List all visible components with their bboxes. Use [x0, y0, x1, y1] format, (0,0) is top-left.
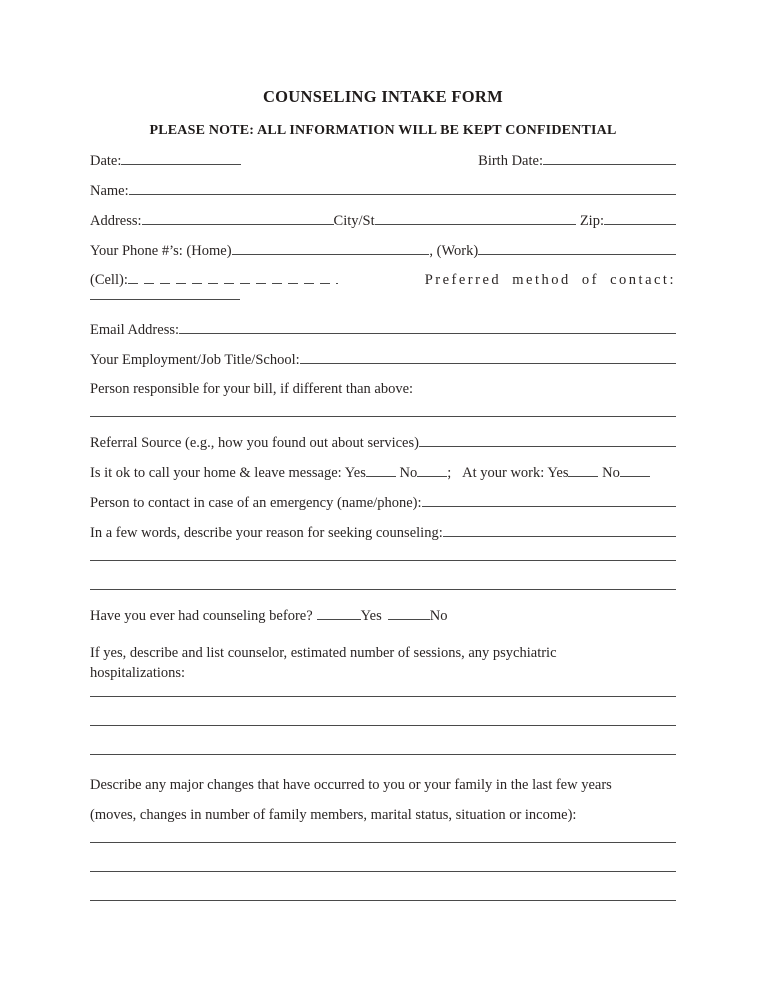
- counseling-before-label: Have you ever had counseling before?: [90, 608, 313, 624]
- before-yes-blank: [317, 606, 361, 620]
- birth-date-blank: [543, 151, 676, 165]
- at-work-label: ; At your work: Yes: [447, 465, 569, 481]
- bill-person-label: Person responsible for your bill, if different than above:: [90, 381, 414, 397]
- if-yes-blank-line-2: [90, 718, 676, 726]
- employment-blank: [300, 350, 676, 364]
- row-preferred-contact-blank: [90, 292, 676, 300]
- before-no-blank: [388, 606, 430, 620]
- row-major-changes-2: [90, 806, 676, 825]
- work-no-label: No: [598, 465, 620, 481]
- birth-date-label: Birth Date:: [478, 153, 543, 169]
- work-phone-label: , (Work): [429, 243, 479, 259]
- referral-label: Referral Source (e.g., how you found out about services): [90, 435, 419, 451]
- reason-blank-line-1: [90, 553, 676, 561]
- row-cell-preferred: [90, 271, 676, 290]
- row-address: [90, 211, 676, 231]
- form-title: COUNSELING INTAKE FORM: [262, 87, 504, 106]
- preferred-contact-label: Preferred method of contact:: [424, 272, 676, 288]
- email-label: Email Address:: [90, 322, 180, 338]
- confidential-note: PLEASE NOTE: ALL INFORMATION WILL BE KEPT CONFIDENTIAL: [149, 123, 617, 138]
- preferred-contact-blank: [90, 292, 240, 300]
- row-emergency: [90, 493, 676, 513]
- row-email: [90, 320, 676, 340]
- date-blank: [121, 151, 241, 165]
- row-reason: [90, 523, 676, 543]
- before-yes-label: Yes: [360, 608, 382, 624]
- emergency-contact-blank: [422, 493, 677, 507]
- city-state-blank: [375, 211, 577, 225]
- zip-label: Zip:: [576, 213, 604, 229]
- email-blank: [179, 320, 676, 334]
- major-changes-label-1: Describe any major changes that have occurred to you or your family in the last few years: [90, 777, 612, 793]
- major-changes-label-2: (moves, changes in number of family members, marital status, situation or income):: [90, 807, 577, 823]
- work-phone-blank: [478, 241, 676, 255]
- row-major-changes-1: [90, 776, 676, 795]
- emergency-contact-label: Person to contact in case of an emergency (name/phone):: [90, 495, 422, 511]
- employment-label: Your Employment/Job Title/School:: [90, 352, 300, 368]
- row-employment: [90, 350, 676, 370]
- referral-blank: [419, 433, 676, 447]
- row-date: [90, 151, 676, 171]
- zip-blank: [604, 211, 676, 225]
- changes-blank-line-1: [90, 835, 676, 843]
- reason-blank-line-2: [90, 582, 676, 590]
- ok-call-home-label: Is it ok to call your home & leave message: Yes: [90, 465, 366, 481]
- name-blank: [129, 181, 676, 195]
- reason-blank: [443, 523, 676, 537]
- reason-label: In a few words, describe your reason for seeking counseling:: [90, 525, 443, 541]
- home-yes-blank: [366, 463, 396, 477]
- row-phone: [90, 241, 676, 261]
- city-state-label: City/St: [333, 213, 375, 229]
- bill-person-blank-line: [90, 409, 676, 417]
- home-phone-label: Your Phone #’s: (Home): [90, 243, 232, 259]
- before-no-label: No: [429, 608, 448, 624]
- work-yes-blank: [568, 463, 598, 477]
- if-yes-blank-line-1: [90, 689, 676, 697]
- row-name: [90, 181, 676, 201]
- cell-phone-blank: [128, 271, 338, 284]
- row-ok-to-call: [90, 463, 676, 483]
- address-label: Address:: [90, 213, 142, 229]
- home-no-blank: [417, 463, 447, 477]
- row-bill-person: [90, 380, 676, 399]
- row-referral: [90, 433, 676, 453]
- work-no-blank: [620, 463, 650, 477]
- name-label: Name:: [90, 183, 129, 199]
- changes-blank-line-2: [90, 864, 676, 872]
- row-counseling-before: [90, 606, 676, 626]
- home-phone-blank: [232, 241, 430, 255]
- home-no-label: No: [395, 465, 418, 481]
- if-yes-description: If yes, describe and list counselor, estimated number of sessions, any psychiatric hospitalizations:: [90, 645, 557, 681]
- cell-phone-label: (Cell):: [90, 272, 128, 288]
- date-label: Date:: [90, 153, 122, 169]
- address-blank: [142, 211, 334, 225]
- changes-blank-line-3: [90, 893, 676, 901]
- if-yes-blank-line-3: [90, 747, 676, 755]
